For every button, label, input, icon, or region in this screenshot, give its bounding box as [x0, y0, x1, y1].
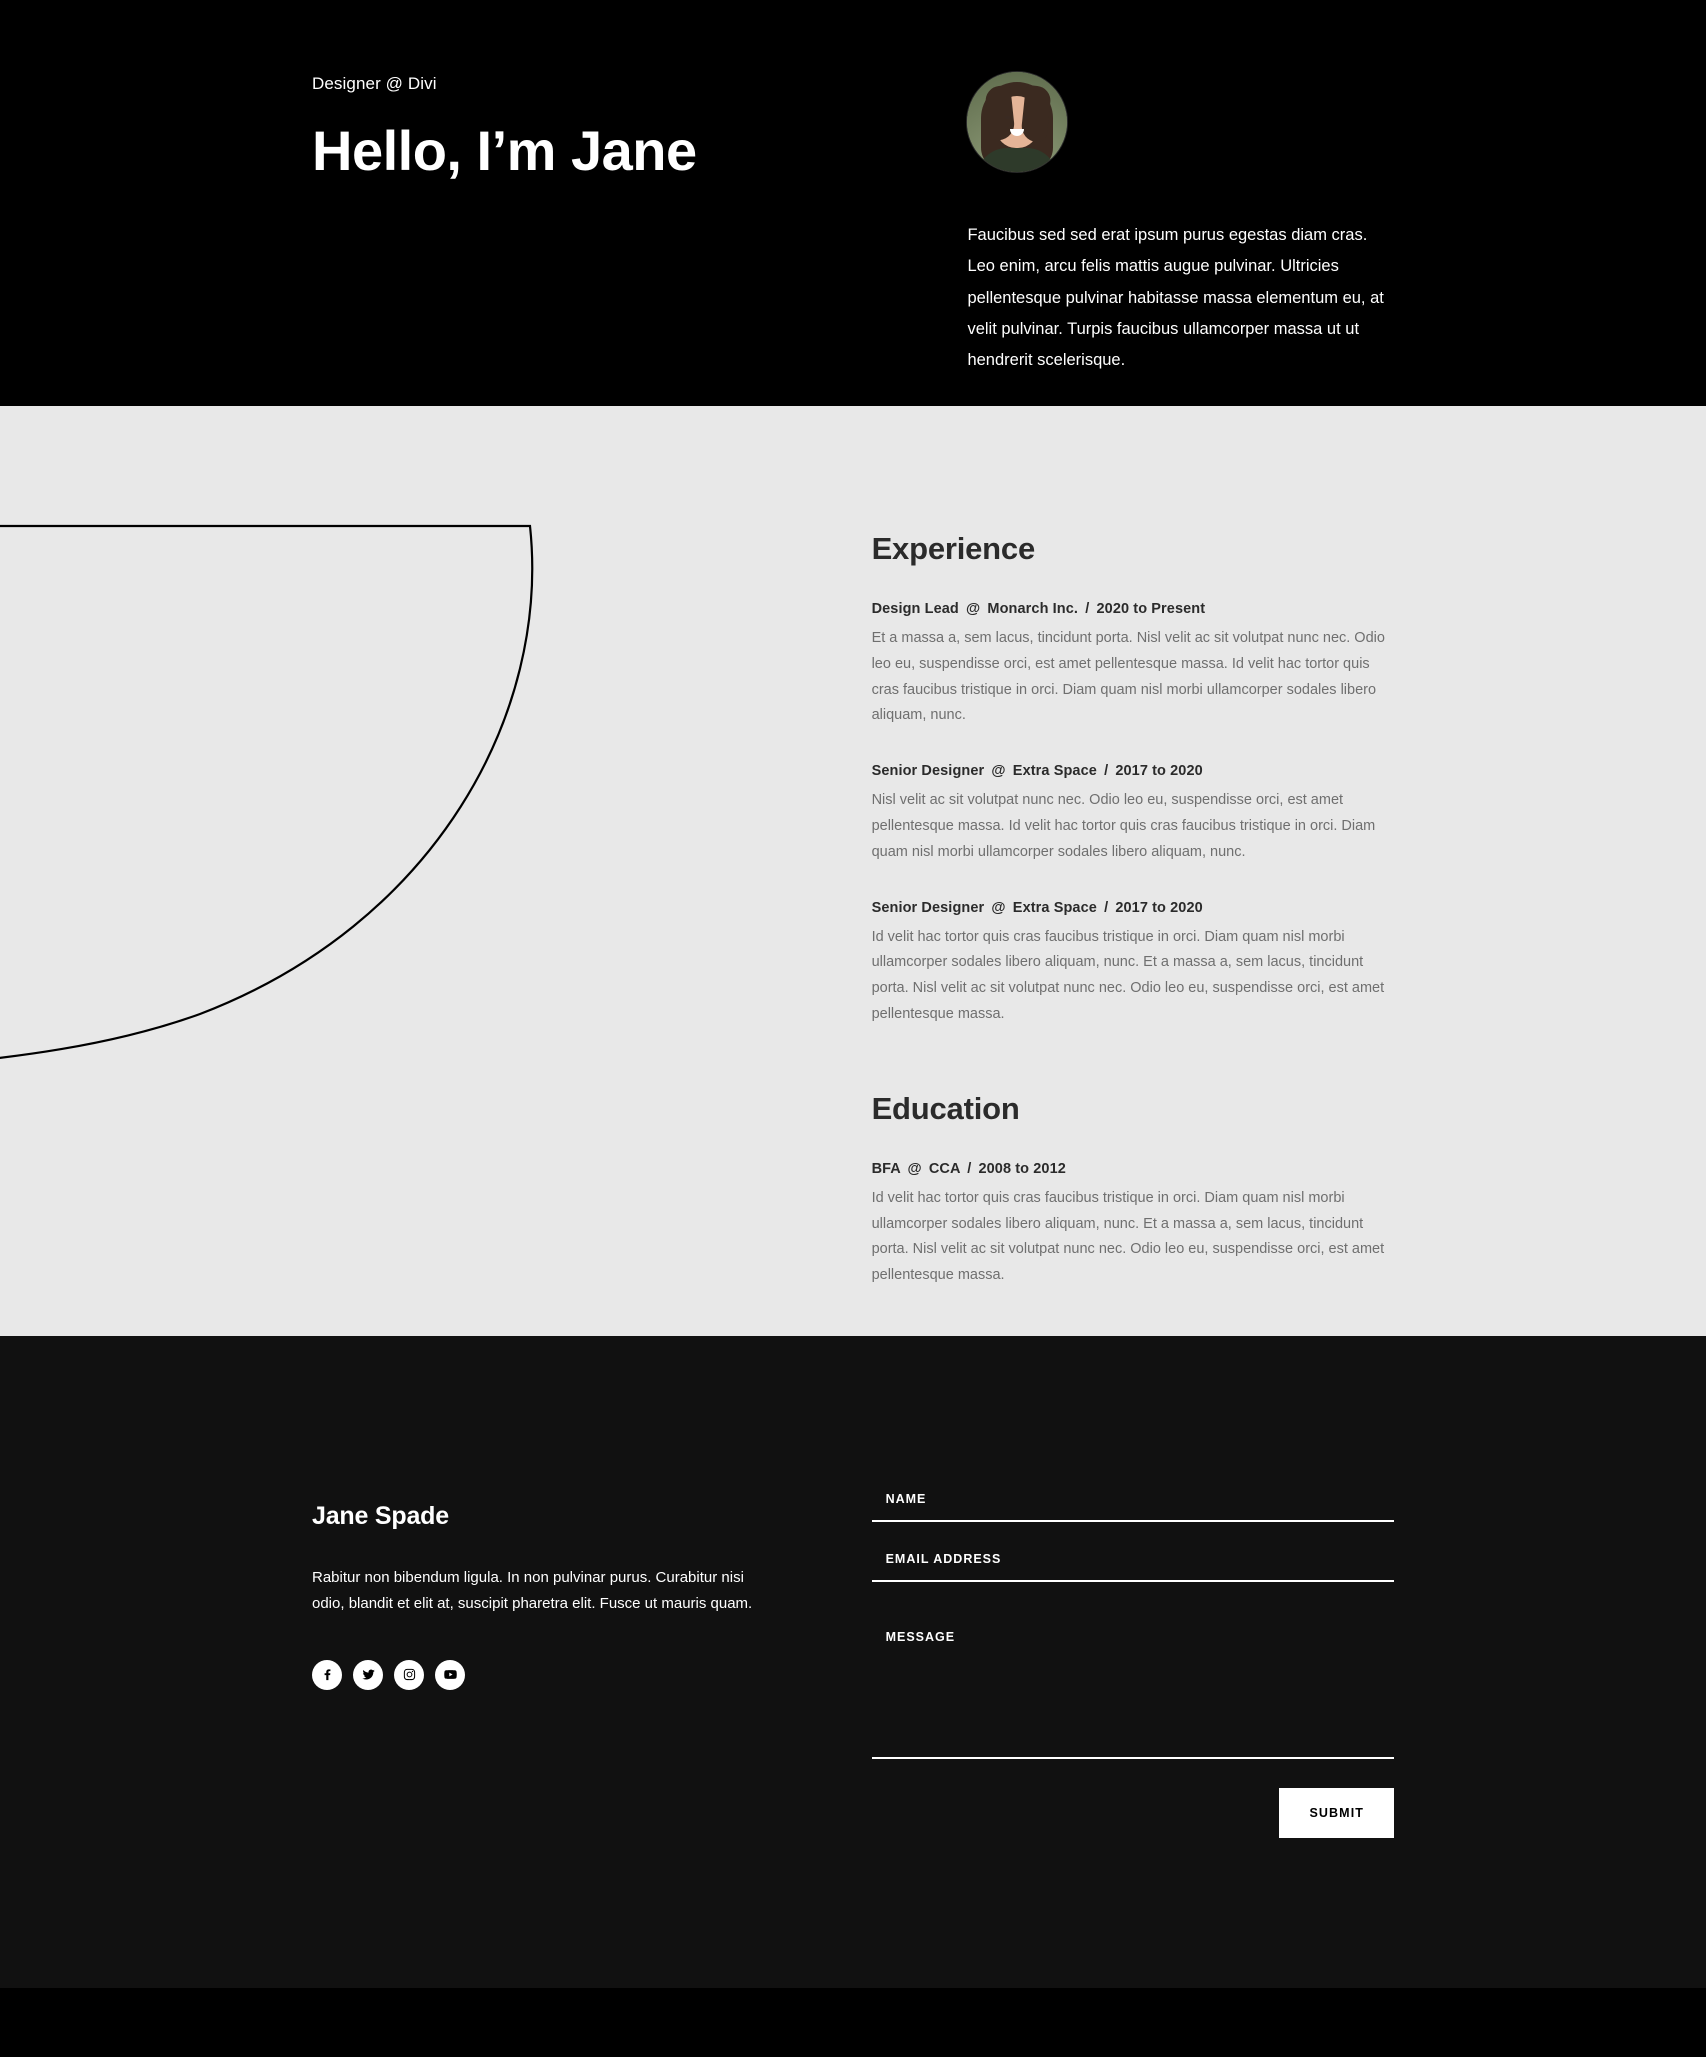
name-input[interactable] [872, 1476, 1394, 1522]
experience-entry-title [872, 601, 1394, 617]
hero-intro-paragraph: Faucibus sed sed erat ipsum purus egestas diam cras. Leo enim, arcu felis mattis augue pulvinar. Ultricies pellentesque pulvinar habitasse massa elementum eu, at velit pulvinar. Turpis faucibus ullamcorper massa ut ut hendrerit scelerisque. [967, 226, 1384, 370]
email-input[interactable] [872, 1536, 1394, 1582]
instagram-icon[interactable] [394, 1660, 424, 1690]
education-heading: Education [871, 1090, 1020, 1126]
experience-heading: Experience [871, 531, 1035, 566]
entry-dates: 2017 to 2020 [1115, 763, 1203, 780]
email-field-wrapper [872, 1536, 1394, 1582]
entry-company: Extra Space [1012, 763, 1097, 780]
page-title: Hello, I’m Jane [312, 119, 697, 183]
entry-role: Design Lead [871, 601, 959, 617]
entry-role: Senior Designer [871, 763, 985, 780]
youtube-icon[interactable] [435, 1660, 465, 1690]
experience-entry-body: Id velit hac tortor quis cras faucibus tristique in orci. Diam quam nisl morbi ullamcorper sodales libero aliquam, nunc. Et a massa a, sem lacus, tincidunt porta. Nisl velit ac sit volutpat nunc nec. Odio leo eu, suspendisse orci, est amet pellentesque massa. [871, 928, 1385, 1022]
entry-separator: / [1104, 899, 1109, 916]
education-entry [872, 1161, 1394, 1289]
education-entry-body: Id velit hac tortor quis cras faucibus tristique in orci. Diam quam nisl morbi ullamcorper sodales libero aliquam, nunc. Et a massa a, sem lacus, tincidunt porta. Nisl velit ac sit volutpat nunc nec. Odio leo eu, suspendisse orci, est amet pellentesque massa. [871, 1189, 1385, 1284]
entry-at-symbol: @ [991, 763, 1006, 780]
hero-left-column [312, 0, 877, 377]
footer-name: Jane Spade [312, 1502, 449, 1530]
contact-form [774, 1476, 1394, 1838]
facebook-icon[interactable] [312, 1660, 342, 1690]
experience-entry [872, 900, 1394, 1028]
education-entry-title [872, 1161, 1394, 1177]
message-field-wrapper [872, 1614, 1394, 1764]
submit-button[interactable]: SUBMIT [1279, 1788, 1394, 1838]
hero-eyebrow: Designer @ Divi [312, 74, 437, 93]
entry-degree: BFA [871, 1160, 901, 1177]
footer-description: Rabitur non bibendum ligula. In non pulvinar purus. Curabitur nisi odio, blandit et elit at, suscipit pharetra elit. Fusce ut mauris quam. [312, 1569, 753, 1613]
resume-section [0, 406, 1706, 1336]
entry-role: Senior Designer [871, 899, 985, 916]
entry-company: Extra Space [1012, 899, 1097, 916]
avatar [967, 72, 1067, 172]
resume-left-column [312, 531, 774, 1289]
submit-row [872, 1788, 1394, 1838]
footer-section [0, 1336, 1706, 1988]
twitter-icon[interactable] [353, 1660, 383, 1690]
experience-entry [872, 763, 1394, 865]
hero-section [0, 0, 1706, 406]
message-input[interactable] [872, 1614, 1394, 1759]
resume-right-column [774, 531, 1394, 1289]
entry-school: CCA [928, 1160, 961, 1177]
hero-right-column [877, 0, 1394, 377]
experience-entry-body: Et a massa a, sem lacus, tincidunt porta. Nisl velit ac sit volutpat nunc nec. Odio leo eu, suspendisse orci, est amet pellentesque massa. Id velit hac tortor quis cras faucibus tristique in orci. Diam quam nisl morbi ullamcorper sodales libero aliquam, nunc. [871, 630, 1385, 724]
entry-separator: / [967, 1160, 972, 1177]
experience-entry-title [872, 900, 1394, 916]
experience-entry-body: Nisl velit ac sit volutpat nunc nec. Odio leo eu, suspendisse orci, est amet pellentesque massa. Id velit hac tortor quis cras faucibus tristique in orci. Diam quam nisl morbi ullamcorper sodales libero aliquam, nunc. [871, 792, 1376, 860]
entry-dates: 2017 to 2020 [1115, 899, 1203, 916]
entry-dates: 2020 to Present [1096, 601, 1206, 617]
entry-at-symbol: @ [907, 1160, 922, 1177]
entry-at-symbol: @ [991, 899, 1006, 916]
footer-left-column [312, 1476, 774, 1838]
entry-dates: 2008 to 2012 [978, 1160, 1066, 1177]
name-field-wrapper [872, 1476, 1394, 1522]
experience-entry-title [872, 763, 1394, 779]
experience-entry [872, 601, 1394, 729]
entry-company: Monarch Inc. [987, 601, 1079, 617]
entry-at-symbol: @ [966, 601, 981, 617]
social-links [312, 1660, 774, 1690]
entry-separator: / [1085, 601, 1090, 617]
entry-separator: / [1104, 763, 1109, 780]
